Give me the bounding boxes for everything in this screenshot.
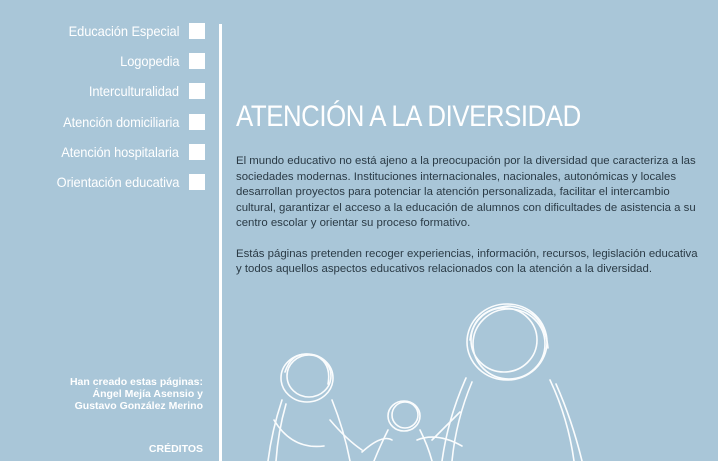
nav-item-interculturalidad[interactable] (81, 82, 205, 100)
authors-heading: Han creado estas páginas: (69, 376, 203, 388)
nav-square-icon[interactable] (189, 114, 205, 130)
intro-paragraph: El mundo educativo no está ajeno a la preocupación por la diversidad que caracteriza a las sociedades modernas. Instituciones internacionales, nacionales, autonómicas y locales desarrollan proyectos para potenciar la atención personalizada, facilitar el intercambio cultural, garantizar el acceso a la educación de alumnos con dificultades de asistencia a su centro escolar y orientar su proceso formativo. (236, 155, 696, 229)
sketch-head (473, 309, 545, 379)
nav-label[interactable]: Atención domiciliaria (62, 114, 179, 130)
sketch-stroke (362, 439, 392, 453)
nav-item-educacion-especial[interactable] (59, 22, 205, 40)
nav-label[interactable]: Educación Especial (68, 23, 179, 39)
author-name: Gustavo González Merino (74, 400, 203, 412)
nav-item-atencion-domiciliaria[interactable] (53, 113, 205, 131)
sketch-stroke (332, 400, 350, 461)
nav-label[interactable]: Atención hospitalaria (61, 144, 179, 160)
nav-label[interactable]: Orientación educativa (56, 174, 179, 190)
nav-square-icon[interactable] (189, 53, 205, 69)
nav-square-icon[interactable] (189, 23, 205, 39)
page-title: ATENCIÓN A LA DIVERSIDAD (236, 100, 581, 133)
author-name: Ángel Mejía Asensio y (92, 388, 203, 400)
intro-text (236, 154, 706, 293)
family-sketch-svg (252, 300, 718, 461)
intro-paragraph: Estás páginas pretenden recoger experiencias, información, recursos, legislación educativa y todos aquellos aspectos educativos relacionados con la atención a la diversidad. (236, 247, 698, 275)
sketch-head (392, 402, 418, 428)
nav-label[interactable]: Interculturalidad (88, 83, 179, 99)
sketch-stroke (556, 384, 582, 461)
credits-link[interactable]: CRÉDITOS (148, 443, 203, 455)
sketch-stroke (452, 382, 472, 461)
nav-square-icon[interactable] (189, 83, 205, 99)
nav-label[interactable]: Logopedia (119, 53, 179, 69)
family-sketch-illustration (252, 300, 718, 461)
sketch-stroke (374, 430, 388, 461)
nav-item-logopedia[interactable] (115, 52, 206, 70)
authors-credit (70, 376, 203, 412)
nav-square-icon[interactable] (189, 174, 205, 190)
nav-item-atencion-hospitalaria[interactable] (51, 143, 205, 161)
sketch-stroke (420, 430, 432, 461)
nav-square-icon[interactable] (189, 144, 205, 160)
nav-item-orientacion-educativa[interactable] (46, 173, 205, 191)
vertical-divider (219, 24, 222, 461)
